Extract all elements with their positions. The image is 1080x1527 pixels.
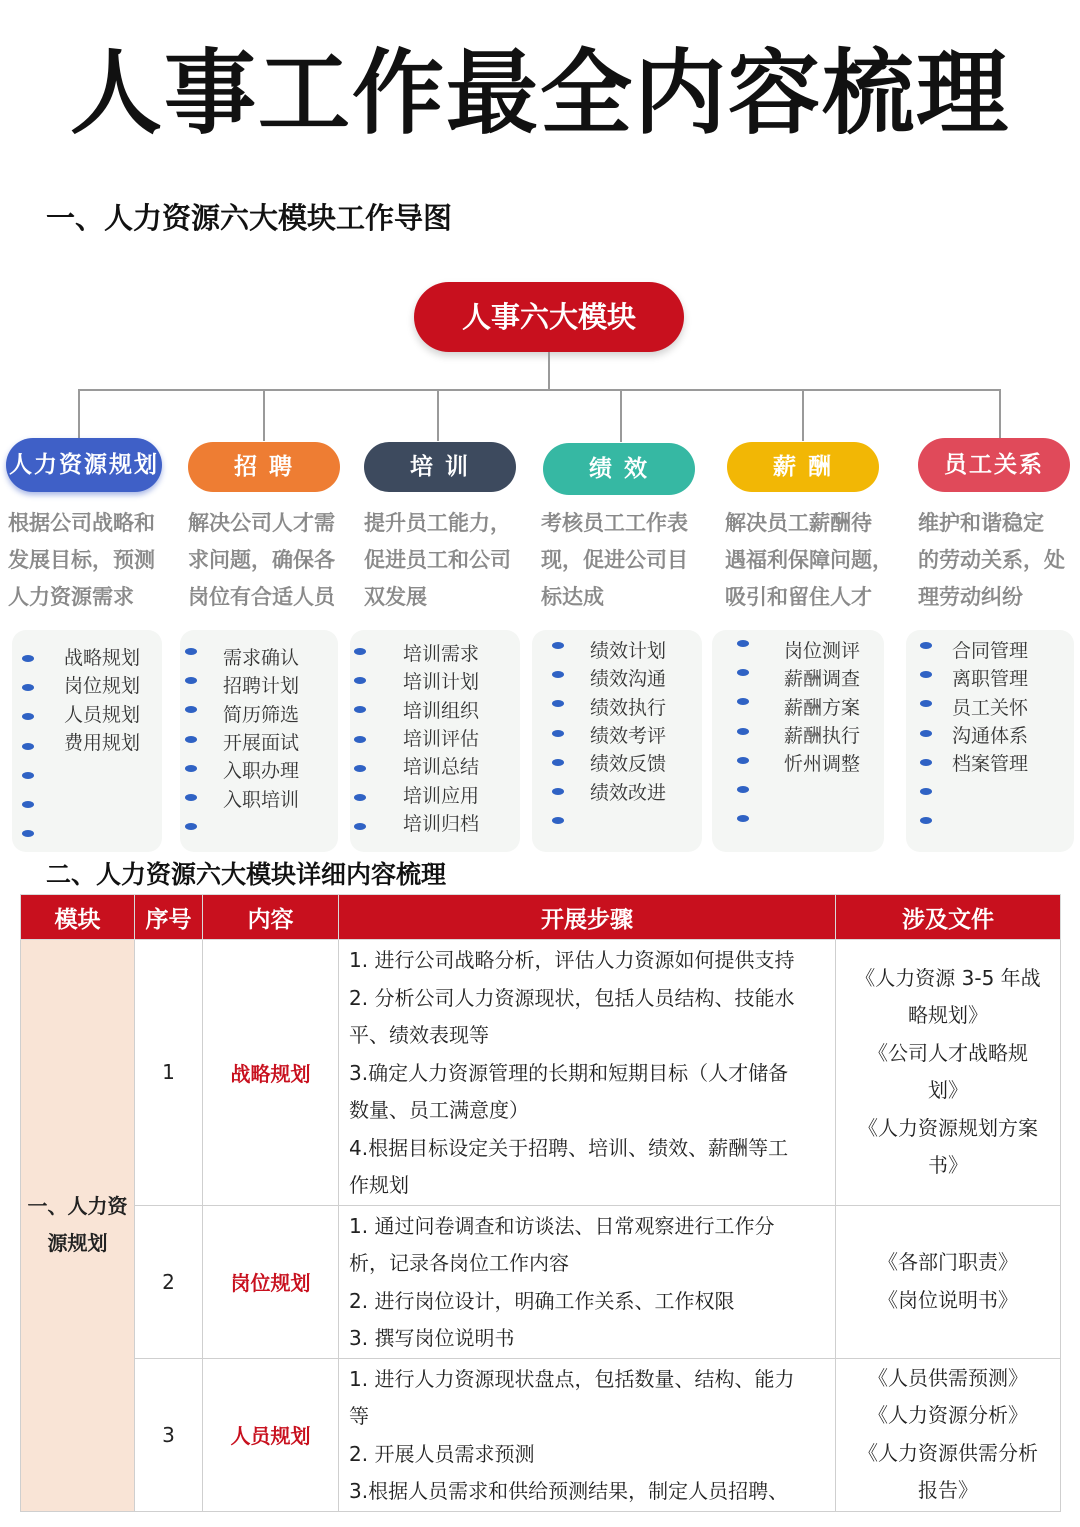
module-desc-line: 标达成 xyxy=(541,585,604,609)
module-list-item: 培训计划 xyxy=(403,671,480,694)
bullet-dot xyxy=(185,765,197,772)
module-list-item: 培训评估 xyxy=(403,727,480,750)
module-list-item: 忻州调整 xyxy=(784,753,861,776)
step-line: 等 xyxy=(349,1404,369,1428)
doc-line: 略规划》 xyxy=(908,1003,988,1028)
bullet-dot xyxy=(920,788,932,795)
tree-connector-branch xyxy=(263,389,265,441)
step-line: 4.根据目标设定关于招聘、培训、绩效、薪酬等工 xyxy=(349,1135,789,1160)
step-line: 析，记录各岗位工作内容 xyxy=(349,1251,569,1275)
module-list-item: 绩效计划 xyxy=(590,640,667,662)
step-line: 2. 开展人员需求预测 xyxy=(349,1441,535,1466)
step-line: 3.根据人员需求和供给预测结果，制定人员招聘、 xyxy=(349,1479,789,1503)
module-desc-line: 岗位有合适人员 xyxy=(188,585,335,609)
bullet-dot xyxy=(354,736,366,743)
doc-line: 《人力资源规划方案 xyxy=(858,1115,1038,1140)
module-list-item: 岗位测评 xyxy=(784,640,861,662)
bullet-dot xyxy=(552,642,564,649)
module-list-item: 绩效反馈 xyxy=(590,753,667,776)
content-cell: 战略规划 xyxy=(203,940,339,1206)
module-list-item: 战略规划 xyxy=(64,647,141,669)
docs-cell xyxy=(836,1358,1061,1511)
docs-cell xyxy=(836,1205,1061,1358)
module-list-item: 薪酬方案 xyxy=(784,696,861,719)
bullet-dot xyxy=(920,730,932,737)
module-list-item: 培训总结 xyxy=(403,756,480,779)
module-list-item: 培训组织 xyxy=(403,699,480,722)
bullet-dot xyxy=(920,642,932,649)
step-line: 数量、员工满意度） xyxy=(349,1098,529,1122)
tree-connector-bar xyxy=(78,389,1000,391)
detail-table xyxy=(20,894,1061,1512)
module-pill-2: 招 聘 xyxy=(188,442,340,492)
tree-connector-branch xyxy=(999,389,1001,439)
step-line: 作规划 xyxy=(349,1173,409,1197)
steps-cell xyxy=(339,1358,836,1511)
module-desc-line: 求问题，确保各 xyxy=(188,548,335,572)
module-list-item: 绩效改进 xyxy=(590,781,667,804)
module-list-item: 员工关怀 xyxy=(952,696,1029,719)
header-seq: 序号 xyxy=(135,895,203,940)
module-pill-1: 人力资源规划 xyxy=(6,438,162,492)
table-row xyxy=(21,1358,1061,1511)
bullet-dot xyxy=(354,648,366,655)
doc-line: 《岗位说明书》 xyxy=(878,1287,1018,1312)
step-line: 1. 通过问卷调查和访谈法、日常观察进行工作分 xyxy=(349,1213,775,1238)
bullet-dot xyxy=(737,757,749,764)
step-line: 1. 进行公司战略分析，评估人力资源如何提供支持 xyxy=(349,948,795,972)
module-list-item: 合同管理 xyxy=(952,640,1029,662)
table-header-row xyxy=(21,895,1061,940)
module-list-item: 绩效执行 xyxy=(590,696,667,719)
module-desc-line: 遇福利保障问题， xyxy=(725,548,893,572)
module-desc-line: 维护和谐稳定 xyxy=(918,511,1044,535)
content-cell: 人员规划 xyxy=(203,1358,339,1511)
module-list-item: 沟通体系 xyxy=(952,724,1029,747)
header-steps: 开展步骤 xyxy=(339,895,836,940)
bullet-dot xyxy=(354,794,366,801)
module-list-item: 招聘计划 xyxy=(223,675,300,698)
module-list-item: 需求确认 xyxy=(223,647,300,669)
module-desc-line: 提升员工能力， xyxy=(364,511,511,535)
bullet-dot xyxy=(920,759,932,766)
table-row xyxy=(21,1205,1061,1358)
tree-connector-branch xyxy=(437,389,439,441)
module-list-item: 薪酬调查 xyxy=(784,668,861,691)
seq-cell: 1 xyxy=(135,940,203,1206)
module-desc-line: 双发展 xyxy=(364,585,427,609)
bullet-dot xyxy=(552,788,564,795)
module-list-item: 离职管理 xyxy=(952,668,1029,691)
bullet-dot xyxy=(552,730,564,737)
bullet-dot xyxy=(185,648,197,655)
module-desc-line: 吸引和留住人才 xyxy=(725,585,872,609)
doc-line: 《人力资源供需分析 xyxy=(858,1440,1038,1465)
bullet-dot xyxy=(185,736,197,743)
seq-cell: 3 xyxy=(135,1358,203,1511)
root-node: 人事六大模块 xyxy=(414,282,684,352)
module-desc-line: 发展目标，预测 xyxy=(8,548,155,572)
header-content: 内容 xyxy=(203,895,339,940)
doc-line: 报告》 xyxy=(918,1478,978,1502)
section-2-title: 二、人力资源六大模块详细内容梳理 xyxy=(46,860,447,889)
tree-connector-branch xyxy=(78,389,80,439)
bullet-dot xyxy=(737,786,749,793)
step-line: 平、绩效表现等 xyxy=(349,1023,489,1047)
module-list-item: 绩效考评 xyxy=(590,724,667,747)
module-name-cell: 一、人力资源规划 xyxy=(21,940,135,1512)
module-list-item: 培训归档 xyxy=(403,812,480,835)
step-line: 3.确定人力资源管理的长期和短期目标（人才储备 xyxy=(349,1060,789,1085)
content-cell: 岗位规划 xyxy=(203,1205,339,1358)
module-desc-line: 理劳动纠纷 xyxy=(918,585,1023,609)
module-list-item: 培训应用 xyxy=(403,784,480,807)
step-line: 1. 进行人力资源现状盘点，包括数量、结构、能力 xyxy=(349,1366,795,1391)
bullet-dot xyxy=(22,743,34,750)
tree-connector-branch xyxy=(620,389,622,442)
module-list-item: 薪酬执行 xyxy=(784,724,861,747)
module-desc-line: 解决公司人才需 xyxy=(188,511,335,535)
bullet-dot xyxy=(22,801,34,808)
tree-connector-branch xyxy=(802,389,804,441)
bullet-dot xyxy=(552,759,564,766)
module-pill-5: 薪 酬 xyxy=(727,442,879,492)
bullet-dot xyxy=(737,640,749,647)
table-row xyxy=(21,940,1061,1206)
bullet-dot xyxy=(354,765,366,772)
module-desc-line: 根据公司战略和 xyxy=(8,511,155,535)
step-line: 3. 撰写岗位说明书 xyxy=(349,1326,515,1350)
module-list-item: 费用规划 xyxy=(64,731,141,754)
doc-line: 书》 xyxy=(928,1153,968,1178)
module-list-item: 开展面试 xyxy=(223,731,300,754)
module-pill-6: 员工关系 xyxy=(918,438,1070,492)
module-desc-line: 考核员工工作表 xyxy=(541,511,688,535)
module-list-item: 人员规划 xyxy=(64,703,141,726)
steps-cell xyxy=(339,1205,836,1358)
module-list-item: 绩效沟通 xyxy=(590,668,667,691)
doc-line: 《人力资源 3-5 年战 xyxy=(855,965,1041,990)
module-desc-line: 人力资源需求 xyxy=(8,585,134,609)
module-desc-line: 促进员工和公司 xyxy=(364,548,511,572)
step-line: 2. 分析公司人力资源现状，包括人员结构、技能水 xyxy=(349,985,795,1010)
module-list-item: 入职培训 xyxy=(223,788,300,811)
bullet-dot xyxy=(737,728,749,735)
doc-line: 《各部门职责》 xyxy=(878,1250,1018,1274)
header-docs: 涉及文件 xyxy=(836,895,1061,940)
module-desc-line: 解决员工薪酬待 xyxy=(725,511,872,535)
page-title: 人事工作最全内容梳理 xyxy=(69,40,1010,147)
steps-cell xyxy=(339,940,836,1206)
module-desc-line: 现，促进公司目 xyxy=(541,548,688,572)
section-1-title: 一、人力资源六大模块工作导图 xyxy=(46,201,453,235)
seq-cell: 2 xyxy=(135,1205,203,1358)
module-list-item: 简历筛选 xyxy=(223,703,300,726)
header-module: 模块 xyxy=(21,895,135,940)
module-list-item: 档案管理 xyxy=(952,753,1029,776)
module-pill-4: 绩 效 xyxy=(543,443,695,495)
docs-cell xyxy=(836,940,1061,1206)
module-list-item: 入职办理 xyxy=(223,760,300,783)
module-desc-line: 的劳动关系，处 xyxy=(918,548,1065,572)
bullet-dot xyxy=(22,655,34,662)
module-list-item: 岗位规划 xyxy=(64,675,141,698)
module-pill-3: 培 训 xyxy=(364,442,516,492)
module-list-item: 培训需求 xyxy=(403,643,480,665)
bullet-dot xyxy=(22,772,34,779)
tree-connector-trunk xyxy=(548,352,550,390)
doc-line: 《人员供需预测》 xyxy=(868,1365,1028,1390)
bullet-dot xyxy=(185,794,197,801)
doc-line: 《人力资源分析》 xyxy=(868,1403,1028,1427)
doc-line: 划》 xyxy=(928,1078,968,1103)
doc-line: 《公司人才战略规 xyxy=(868,1040,1028,1065)
step-line: 2. 进行岗位设计，明确工作关系、工作权限 xyxy=(349,1288,735,1313)
